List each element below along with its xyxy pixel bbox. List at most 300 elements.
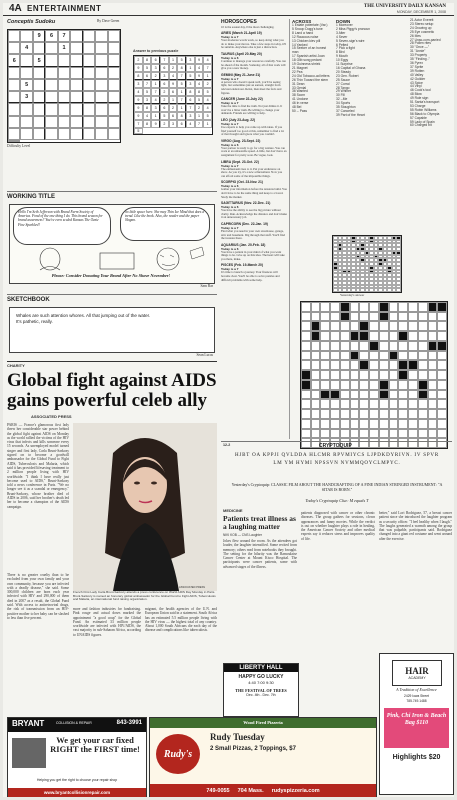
crossword-cell[interactable] [418,360,428,370]
crossword-cell[interactable] [311,380,321,390]
crossword-cell[interactable] [418,370,428,380]
sudoku-cell[interactable] [45,42,57,54]
crossword-cell[interactable] [320,341,330,351]
sudoku-cell[interactable] [8,79,20,91]
sudoku-cell[interactable] [108,79,120,91]
crossword-cell[interactable] [311,419,321,429]
crossword-cell[interactable] [418,312,428,322]
sudoku-cell[interactable] [70,91,82,103]
crossword-cell[interactable] [340,341,350,351]
sudoku-cell[interactable] [33,128,45,140]
crossword-cell[interactable] [340,302,350,312]
crossword-cell[interactable] [418,429,428,439]
sudoku-cell[interactable]: 5 [33,54,45,66]
sudoku-cell[interactable] [83,54,95,66]
crossword-cell[interactable] [437,351,447,361]
sudoku-cell[interactable]: 6 [8,54,20,66]
crossword-cell[interactable] [359,380,369,390]
sudoku-cell[interactable] [83,91,95,103]
sudoku-cell[interactable] [8,91,20,103]
crossword-cell[interactable] [359,409,369,419]
sudoku-cell[interactable] [95,54,107,66]
crossword-cell[interactable] [320,380,330,390]
crossword-cell[interactable] [398,380,408,390]
crossword-cell[interactable] [379,399,389,409]
crossword-cell[interactable] [301,331,311,341]
hair-academy-ad[interactable] [379,653,454,795]
sudoku-cell[interactable] [83,128,95,140]
bryant-url[interactable]: www.bryantcollisionrepair.com [8,788,146,797]
sudoku-cell[interactable] [108,54,120,66]
crossword-cell[interactable] [301,380,311,390]
sudoku-cell[interactable] [83,42,95,54]
crossword-cell[interactable] [418,341,428,351]
crossword-cell[interactable] [437,341,447,351]
crossword-cell[interactable] [389,331,399,341]
crossword-cell[interactable] [350,331,360,341]
sudoku-cell[interactable] [108,91,120,103]
crossword-cell[interactable] [359,429,369,439]
crossword-cell[interactable] [428,312,438,322]
crossword-cell[interactable] [369,399,379,409]
crossword-cell[interactable] [350,390,360,400]
sudoku-cell[interactable] [20,128,32,140]
sudoku-cell[interactable] [95,91,107,103]
sudoku-cell[interactable] [108,103,120,115]
crossword-cell[interactable] [379,331,389,341]
crossword-cell[interactable] [320,331,330,341]
crossword-cell[interactable] [330,312,340,322]
sudoku-cell[interactable] [70,67,82,79]
crossword-cell[interactable] [330,419,340,429]
sudoku-cell[interactable] [58,79,70,91]
crossword-cell[interactable] [389,390,399,400]
crossword-cell[interactable] [398,360,408,370]
crossword-cell[interactable] [330,429,340,439]
sudoku-cell[interactable] [20,103,32,115]
sudoku-cell[interactable] [58,103,70,115]
crossword-cell[interactable] [428,390,438,400]
sudoku-cell[interactable] [70,42,82,54]
crossword-cell[interactable] [437,360,447,370]
crossword-cell[interactable] [359,370,369,380]
sudoku-cell[interactable] [20,116,32,128]
crossword-cell[interactable] [311,409,321,419]
crossword-cell[interactable] [320,399,330,409]
crossword-cell[interactable] [340,409,350,419]
crossword-cell[interactable] [350,351,360,361]
crossword-cell[interactable] [428,360,438,370]
sudoku-cell[interactable] [45,67,57,79]
crossword-cell[interactable] [301,370,311,380]
sudoku-cell[interactable] [95,103,107,115]
sudoku-cell[interactable] [45,128,57,140]
crossword-cell[interactable] [408,341,418,351]
crossword-cell[interactable] [408,380,418,390]
sudoku-cell[interactable] [95,30,107,42]
crossword-cell[interactable] [350,341,360,351]
crossword-cell[interactable] [437,312,447,322]
crossword-cell[interactable] [311,360,321,370]
crossword-cell[interactable] [330,341,340,351]
sudoku-cell[interactable]: 5 [20,79,32,91]
sudoku-cell[interactable] [95,42,107,54]
crossword-cell[interactable] [389,360,399,370]
sudoku-cell[interactable] [33,103,45,115]
crossword-cell[interactable] [330,390,340,400]
crossword-cell[interactable] [340,390,350,400]
crossword-cell[interactable] [389,409,399,419]
crossword-cell[interactable] [389,370,399,380]
crossword-cell[interactable] [398,390,408,400]
crossword-cell[interactable] [340,370,350,380]
crossword-cell[interactable] [311,331,321,341]
crossword-cell[interactable] [369,360,379,370]
crossword-cell[interactable] [340,399,350,409]
crossword-cell[interactable] [428,302,438,312]
sudoku-cell[interactable] [108,42,120,54]
crossword-cell[interactable] [437,331,447,341]
crossword-cell[interactable] [340,380,350,390]
crossword-cell[interactable] [320,390,330,400]
crossword-cell[interactable] [408,399,418,409]
crossword-cell[interactable] [369,312,379,322]
crossword-cell[interactable] [428,380,438,390]
crossword-cell[interactable] [311,321,321,331]
sudoku-cell[interactable] [83,67,95,79]
crossword-cell[interactable] [359,351,369,361]
sudoku-cell[interactable] [108,30,120,42]
crossword-cell[interactable] [301,390,311,400]
crossword-cell[interactable] [330,399,340,409]
crossword-cell[interactable] [418,302,428,312]
sudoku-cell[interactable] [33,91,45,103]
sudoku-cell[interactable]: 3 [20,91,32,103]
crossword-cell[interactable] [330,351,340,361]
sudoku-cell[interactable] [8,128,20,140]
crossword-cell[interactable] [311,429,321,439]
crossword-cell[interactable] [359,302,369,312]
sudoku-cell[interactable] [33,67,45,79]
crossword-cell[interactable] [437,409,447,419]
crossword-cell[interactable] [320,419,330,429]
crossword-cell[interactable] [311,302,321,312]
sudoku-cell[interactable] [70,128,82,140]
crossword-cell[interactable] [340,351,350,361]
sudoku-cell[interactable] [33,116,45,128]
crossword-cell[interactable] [418,409,428,419]
sudoku-cell[interactable] [58,91,70,103]
crossword-cell[interactable] [350,380,360,390]
crossword-cell[interactable] [320,360,330,370]
crossword-cell[interactable] [301,399,311,409]
crossword-cell[interactable] [369,331,379,341]
crossword-cell[interactable] [408,370,418,380]
crossword-cell[interactable] [379,312,389,322]
crossword-cell[interactable] [301,312,311,322]
sudoku-cell[interactable] [8,116,20,128]
crossword-cell[interactable] [330,302,340,312]
sudoku-cell[interactable] [95,79,107,91]
crossword-cell[interactable] [418,351,428,361]
sudoku-cell[interactable] [20,67,32,79]
crossword-cell[interactable] [330,321,340,331]
sudoku-cell[interactable] [83,103,95,115]
sudoku-cell[interactable] [70,116,82,128]
crossword-cell[interactable] [369,321,379,331]
crossword-cell[interactable] [389,312,399,322]
crossword-cell[interactable] [369,351,379,361]
crossword-cell[interactable] [301,302,311,312]
sudoku-cell[interactable] [45,116,57,128]
crossword-cell[interactable] [350,419,360,429]
sudoku-cell[interactable] [58,116,70,128]
crossword-cell[interactable] [398,331,408,341]
crossword-cell[interactable] [350,370,360,380]
crossword-cell[interactable] [359,321,369,331]
crossword-cell[interactable] [389,429,399,439]
crossword-cell[interactable] [418,331,428,341]
crossword-cell[interactable] [389,302,399,312]
crossword-cell[interactable] [359,312,369,322]
crossword-cell[interactable] [418,390,428,400]
crossword-cell[interactable] [369,341,379,351]
crossword-cell[interactable] [320,351,330,361]
crossword-cell[interactable] [428,370,438,380]
sudoku-cell[interactable]: 6 [45,30,57,42]
crossword-cell[interactable] [379,302,389,312]
crossword-cell[interactable] [437,419,447,429]
sudoku-cell[interactable] [45,54,57,66]
crossword-cell[interactable] [359,390,369,400]
crossword-cell[interactable] [330,370,340,380]
crossword-cell[interactable] [428,409,438,419]
crossword-cell[interactable] [428,399,438,409]
crossword-cell[interactable] [379,370,389,380]
crossword-cell[interactable] [350,321,360,331]
rudys-ad[interactable] [149,717,377,797]
sudoku-cell[interactable] [83,116,95,128]
crossword-cell[interactable] [320,312,330,322]
crossword-cell[interactable] [418,419,428,429]
crossword-cell[interactable] [428,429,438,439]
crossword-cell[interactable] [408,312,418,322]
crossword-cell[interactable] [428,341,438,351]
crossword-cell[interactable] [408,351,418,361]
sudoku-cell[interactable] [45,103,57,115]
sudoku-cell[interactable] [95,128,107,140]
crossword-cell[interactable] [320,429,330,439]
crossword-cell[interactable] [428,351,438,361]
crossword-cell[interactable] [437,370,447,380]
crossword-cell[interactable] [340,312,350,322]
crossword-cell[interactable] [330,331,340,341]
crossword-cell[interactable] [398,370,408,380]
crossword-cell[interactable] [369,390,379,400]
crossword-cell[interactable] [301,429,311,439]
bryant-ad[interactable] [7,717,147,797]
sudoku-cell[interactable] [33,42,45,54]
crossword-cell[interactable] [340,331,350,341]
crossword-cell[interactable] [398,341,408,351]
crossword-cell[interactable] [340,419,350,429]
crossword-cell[interactable] [359,360,369,370]
crossword-cell[interactable] [408,390,418,400]
crossword-cell[interactable] [359,341,369,351]
crossword-cell[interactable] [428,321,438,331]
crossword-cell[interactable] [398,399,408,409]
sudoku-cell[interactable] [58,54,70,66]
crossword-cell[interactable] [379,380,389,390]
crossword-cell[interactable] [369,302,379,312]
crossword-cell[interactable] [379,321,389,331]
crossword-cell[interactable] [389,419,399,429]
crossword-cell[interactable] [330,360,340,370]
crossword-cell[interactable] [379,341,389,351]
crossword-cell[interactable] [301,409,311,419]
crossword-cell[interactable] [408,419,418,429]
sudoku-cell[interactable] [70,79,82,91]
crossword-cell[interactable] [398,429,408,439]
sudoku-cell[interactable] [8,67,20,79]
crossword-cell[interactable] [398,409,408,419]
crossword-cell[interactable] [379,419,389,429]
sudoku-cell[interactable] [33,79,45,91]
sudoku-cell[interactable] [8,42,20,54]
crossword-cell[interactable] [350,409,360,419]
crossword-cell[interactable] [350,302,360,312]
sudoku-cell[interactable] [58,67,70,79]
crossword-cell[interactable] [389,321,399,331]
sudoku-cell[interactable] [8,30,20,42]
crossword-cell[interactable] [437,390,447,400]
crossword-cell[interactable] [389,351,399,361]
crossword-cell[interactable] [398,302,408,312]
crossword-cell[interactable] [428,419,438,429]
sudoku-cell[interactable] [58,128,70,140]
crossword-cell[interactable] [437,429,447,439]
crossword-cell[interactable] [418,399,428,409]
sudoku-cell[interactable] [108,128,120,140]
sudoku-cell[interactable] [70,54,82,66]
crossword-cell[interactable] [389,399,399,409]
crossword-cell[interactable] [437,321,447,331]
sudoku-cell[interactable]: 1 [58,42,70,54]
crossword-cell[interactable] [311,390,321,400]
sudoku-cell[interactable] [20,54,32,66]
crossword-cell[interactable] [301,419,311,429]
crossword-cell[interactable] [350,360,360,370]
crossword-cell[interactable] [320,302,330,312]
crossword-cell[interactable] [379,351,389,361]
crossword-cell[interactable] [311,341,321,351]
sudoku-cell[interactable] [8,103,20,115]
sudoku-cell[interactable] [45,91,57,103]
crossword-cell[interactable] [369,419,379,429]
sudoku-cell[interactable] [70,30,82,42]
sudoku-cell[interactable] [108,116,120,128]
crossword-cell[interactable] [437,380,447,390]
crossword-cell[interactable] [369,409,379,419]
sudoku-cell[interactable] [20,30,32,42]
crossword-cell[interactable] [301,360,311,370]
sudoku-cell[interactable] [83,79,95,91]
crossword-cell[interactable] [340,429,350,439]
crossword-cell[interactable] [408,360,418,370]
sudoku-cell[interactable] [8,140,20,142]
crossword-cell[interactable] [311,399,321,409]
crossword-cell[interactable] [330,380,340,390]
crossword-cell[interactable] [311,351,321,361]
crossword-cell[interactable] [408,331,418,341]
rudys-url[interactable]: rudyspizzeria.com [271,788,320,794]
crossword-cell[interactable] [359,419,369,429]
crossword-cell[interactable] [398,312,408,322]
crossword-cell[interactable] [389,341,399,351]
crossword-cell[interactable] [379,390,389,400]
crossword-cell[interactable] [428,331,438,341]
crossword-cell[interactable] [340,321,350,331]
sudoku-cell[interactable] [83,30,95,42]
crossword-cell[interactable] [369,370,379,380]
sudoku-cell[interactable] [108,67,120,79]
crossword-cell[interactable] [330,409,340,419]
sudoku-cell[interactable] [95,67,107,79]
sudoku-cell[interactable] [45,79,57,91]
crossword-cell[interactable] [389,380,399,390]
crossword-cell[interactable] [350,399,360,409]
crossword-cell[interactable] [379,429,389,439]
sudoku-cell[interactable] [70,103,82,115]
crossword-cell[interactable] [408,321,418,331]
crossword-cell[interactable] [320,370,330,380]
crossword-cell[interactable] [350,312,360,322]
rudys-phone[interactable]: 749-0055 [206,788,230,794]
crossword-cell[interactable] [311,312,321,322]
crossword-cell[interactable] [301,351,311,361]
crossword-cell[interactable] [301,341,311,351]
crossword-cell[interactable] [340,360,350,370]
sudoku-cell[interactable]: 7 [58,30,70,42]
crossword-cell[interactable] [408,409,418,419]
crossword-cell[interactable] [418,380,428,390]
crossword-cell[interactable] [398,351,408,361]
crossword-cell[interactable] [398,321,408,331]
crossword-cell[interactable] [311,370,321,380]
sudoku-cell[interactable] [95,116,107,128]
crossword-cell[interactable] [369,380,379,390]
crossword-cell[interactable] [301,321,311,331]
sudoku-cell[interactable]: 9 [33,30,45,42]
crossword-cell[interactable] [437,302,447,312]
liberty-hall-ad[interactable] [223,663,299,717]
crossword-cell[interactable] [369,429,379,439]
crossword-cell[interactable] [408,302,418,312]
sudoku-cell[interactable]: 4 [20,42,32,54]
crossword-cell[interactable] [379,360,389,370]
crossword-cell[interactable] [408,429,418,439]
crossword-cell[interactable] [320,321,330,331]
crossword-cell[interactable] [418,321,428,331]
crossword-cell[interactable] [320,409,330,419]
crossword-grid[interactable] [300,301,448,449]
crossword-cell[interactable] [379,409,389,419]
crossword-cell[interactable] [359,399,369,409]
crossword-cell[interactable] [437,399,447,409]
crossword-cell[interactable] [359,331,369,341]
crossword-cell[interactable] [398,419,408,429]
crossword-cell[interactable] [350,429,360,439]
